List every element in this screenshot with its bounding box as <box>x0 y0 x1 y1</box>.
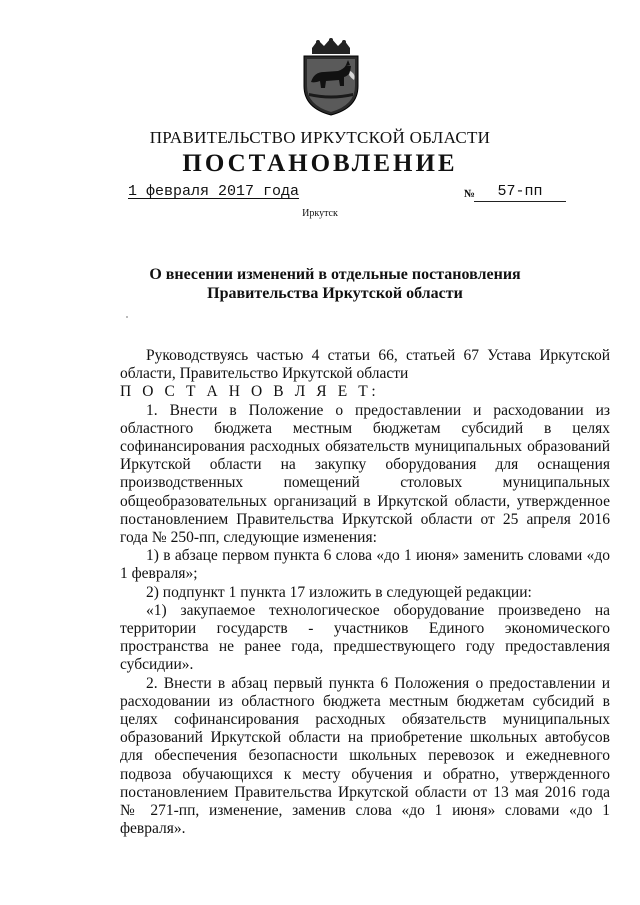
item-2-paragraph: 2. Внести в абзац первый пункта 6 Положения о предоставлении и расходовании из областного бюджета местным бюджетам субсидий в целях софинансирования расходных обязательств муниципальных образований Иркутской области на приобретение школьных автобусов для обеспечения безопасности школьных перевозок и ежедневного подвоза обучающихся к месту обучения и обратно, утвержденного постановлением Правительства Иркутской области от 13 мая 2016 года № 271-пп, изменение, заменив слова «до 1 июня» словами «до 1 февраля». <box>120 674 610 838</box>
item-1-sub-2-paragraph: 2) подпункт 1 пункта 17 изложить в следующей редакции: <box>146 583 532 601</box>
document-title: О внесении изменений в отдельные постановления Правительства Иркутской области <box>149 266 521 302</box>
irkutsk-coat-of-arms-icon <box>298 38 364 116</box>
decree-word: П О С Т А Н О В Л Я Е Т: <box>120 383 380 401</box>
document-type: ПОСТАНОВЛЕНИЕ <box>182 150 458 177</box>
item-1-paragraph: 1. Внести в Положение о предоставлении и расходовании из областного бюджета местным бюджетам субсидий в целях софинансирования расходных обязательств муниципальных образований Иркутской области на закупку оборудования для оснащения производственных помещений столовых муниципальных общеобразовательных организаций в Иркутской области, утвержденное постановлением Правительства Иркутской области от 25 апреля 2016 года № 250-пп, следующие изменения: <box>120 401 610 547</box>
document-date: 1 февраля 2017 года <box>128 183 300 200</box>
item-1-sub-1-paragraph: 1) в абзаце первом пункта 6 слова «до 1 июня» заменить словами «до 1 февраля»; <box>120 547 610 583</box>
number-label: № <box>464 188 476 200</box>
document-number: 57-пп <box>474 183 566 202</box>
item-1-sub-2-quote-paragraph: «1) закупаемое технологическое оборудование произведено на территории государств - участников Единого экономического пространства не ранее года, предшествующего году предоставления субсидии». <box>120 601 610 674</box>
government-name: ПРАВИТЕЛЬСТВО ИРКУТСКОЙ ОБЛАСТИ <box>149 128 491 147</box>
document-body <box>120 347 610 838</box>
city-name: Иркутск <box>302 208 338 219</box>
intro-paragraph: Руководствуясь частью 4 статьи 66, статьей 67 Устава Иркутской области, Правительство Иркутской области <box>120 347 610 383</box>
scan-speck <box>126 316 128 318</box>
